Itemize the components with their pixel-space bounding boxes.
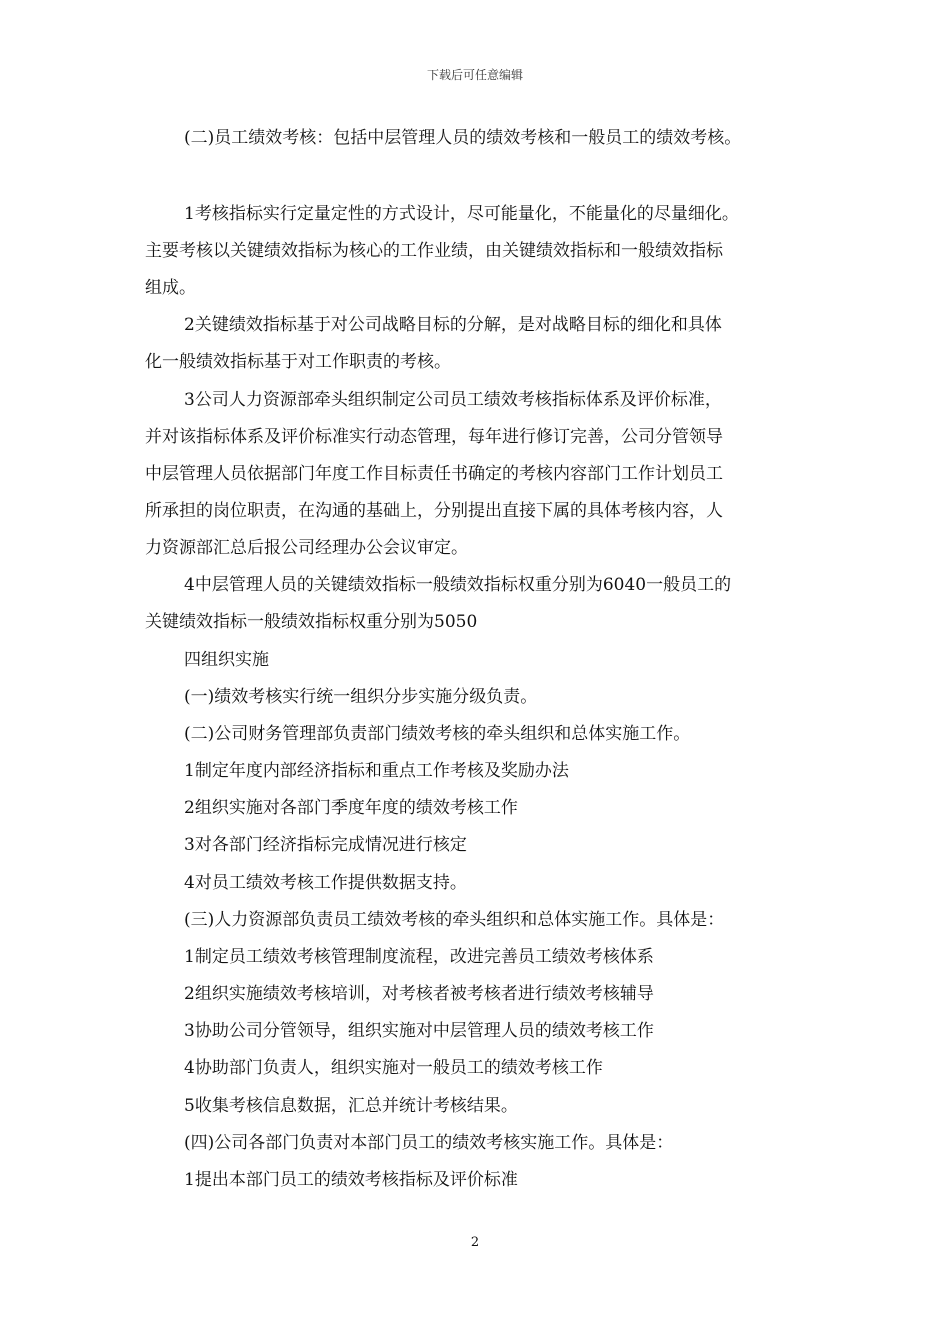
list-item: 1制定员工绩效考核管理制度流程，改进完善员工绩效考核体系 [184,947,654,967]
paragraph-line: 化一般绩效指标基于对工作职责的考核。 [145,352,451,372]
paragraph-line: (三)人力资源部负责员工绩效考核的牵头组织和总体实施工作。具体是： [184,910,725,930]
list-item: 3对各部门经济指标完成情况进行核定 [184,835,467,855]
paragraph-line: 力资源部汇总后报公司经理办公会议审定。 [145,538,468,558]
section-heading: 四组织实施 [184,650,269,670]
paragraph-line: (四)公司各部门负责对本部门员工的绩效考核实施工作。具体是： [184,1133,674,1153]
list-item: 4对员工绩效考核工作提供数据支持。 [184,873,467,893]
paragraph-line: 关键绩效指标一般绩效指标权重分别为5050 [145,612,478,632]
paragraph-line: 4中层管理人员的关键绩效指标一般绩效指标权重分别为6040一般员工的 [184,575,732,595]
paragraph-line: 2关键绩效指标基于对公司战略目标的分解，是对战略目标的细化和具体 [184,315,722,335]
list-item: 2组织实施对各部门季度年度的绩效考核工作 [184,798,518,818]
list-item: 1提出本部门员工的绩效考核指标及评价标准 [184,1170,518,1190]
list-item: 3协助公司分管领导，组织实施对中层管理人员的绩效考核工作 [184,1021,654,1041]
paragraph-line: 组成。 [145,278,196,298]
paragraph-line: 并对该指标体系及评价标准实行动态管理，每年进行修订完善，公司分管领导 [145,427,723,447]
list-item: 5收集考核信息数据，汇总并统计考核结果。 [184,1096,518,1116]
paragraph-line: 中层管理人员依据部门年度工作目标责任书确定的考核内容部门工作计划员工 [145,464,723,484]
paragraph-line: (二)公司财务管理部负责部门绩效考核的牵头组织和总体实施工作。 [184,724,691,744]
page-header: 下载后可任意编辑 [426,68,523,82]
list-item: 2组织实施绩效考核培训，对考核者被考核者进行绩效考核辅导 [184,984,654,1004]
paragraph-line: 所承担的岗位职责，在沟通的基础上，分别提出直接下属的具体考核内容，人 [145,501,723,521]
paragraph-line: 3公司人力资源部牵头组织制定公司员工绩效考核指标体系及评价标准， [184,390,722,410]
page-number: 2 [470,1235,480,1250]
list-item: 1制定年度内部经济指标和重点工作考核及奖励办法 [184,761,569,781]
list-item: 4协助部门负责人，组织实施对一般员工的绩效考核工作 [184,1058,603,1078]
paragraph-line: 主要考核以关键绩效指标为核心的工作业绩，由关键绩效指标和一般绩效指标 [145,241,723,261]
paragraph-line: 1考核指标实行定量定性的方式设计，尽可能量化，不能量化的尽量细化。 [184,204,739,224]
section-heading: (二)员工绩效考核：包括中层管理人员的绩效考核和一般员工的绩效考核。 [184,128,742,148]
paragraph-line: (一)绩效考核实行统一组织分步实施分级负责。 [184,687,538,707]
